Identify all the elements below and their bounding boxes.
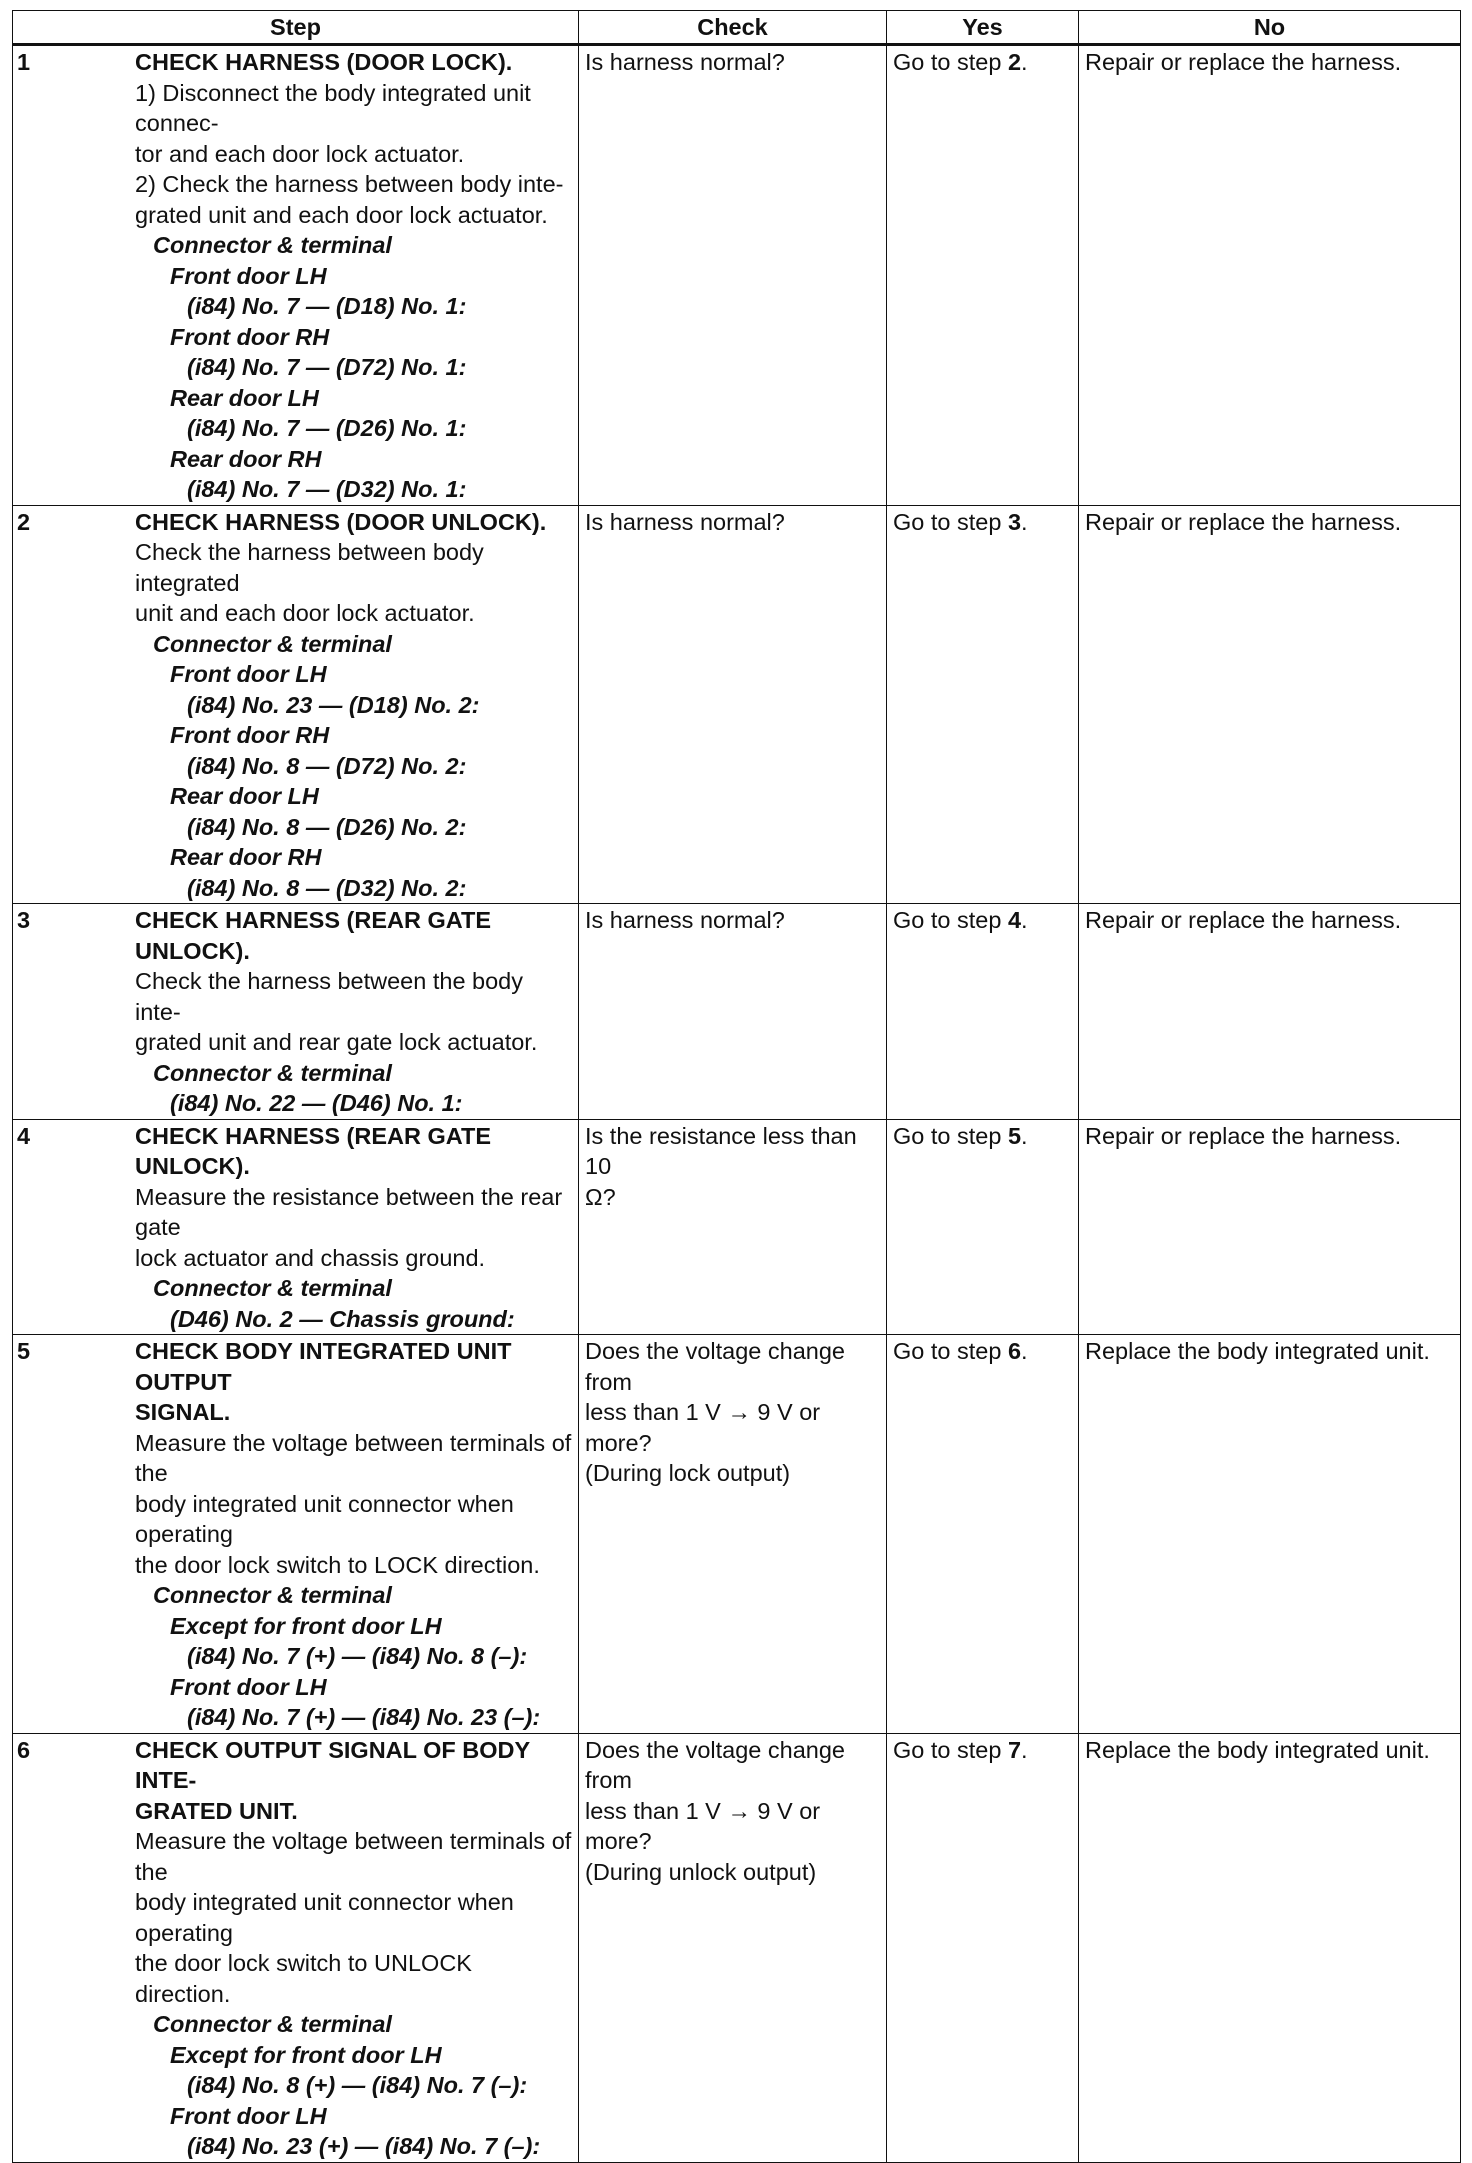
no-cell: Repair or replace the harness. xyxy=(1079,45,1461,506)
location-label: Front door LH xyxy=(170,262,327,289)
step-text-line: the door lock switch to LOCK direction. xyxy=(135,1551,540,1578)
yes-step-number: 7 xyxy=(1007,1736,1022,1763)
no-cell: Repair or replace the harness. xyxy=(1079,904,1461,1120)
step-text-line: body integrated unit connector when operating xyxy=(135,1490,514,1547)
step-title: GRATED UNIT. xyxy=(135,1797,298,1824)
location-label: Front door LH xyxy=(170,661,327,687)
step-cell xyxy=(13,1733,579,2162)
step-title: CHECK HARNESS (DOOR LOCK). xyxy=(135,49,513,75)
yes-prefix: Go to step xyxy=(893,907,1008,933)
step-text-line: body integrated unit connector when operating xyxy=(135,1889,514,1946)
location-label: Rear door LH xyxy=(170,783,319,809)
table-row xyxy=(13,904,1461,1120)
header-check: Check xyxy=(579,11,887,45)
step-number: 4 xyxy=(17,1122,31,1149)
check-line: (During lock output) xyxy=(585,1460,791,1486)
step-text-line: grated unit and each door lock actuator. xyxy=(135,201,548,228)
yes-cell xyxy=(887,45,1079,506)
step-number: 6 xyxy=(17,1736,31,1763)
terminal-spec: (i84) No. 7 — (D32) No. 1: xyxy=(187,476,467,502)
table-row xyxy=(13,1335,1461,1734)
step-title: CHECK HARNESS (DOOR UNLOCK). xyxy=(135,508,547,535)
step-number: 2 xyxy=(17,508,31,535)
yes-prefix: Go to step xyxy=(893,1736,1008,1763)
yes-step-number: 3 xyxy=(1007,508,1022,535)
terminal-spec: (i84) No. 7 — (D26) No. 1: xyxy=(187,415,467,441)
header-yes: Yes xyxy=(887,11,1079,45)
yes-prefix: Go to step xyxy=(893,508,1008,535)
step-text-line: lock actuator and chassis ground. xyxy=(135,1244,486,1271)
location-label: Rear door RH xyxy=(170,445,322,472)
terminal-spec: (i84) No. 7 (+) — (i84) No. 8 (–): xyxy=(187,1643,528,1669)
check-line: Does the voltage change from xyxy=(585,1736,845,1793)
yes-suffix: . xyxy=(1021,1122,1028,1149)
header-no: No xyxy=(1079,11,1461,45)
step-text-line: 1) Disconnect the body integrated unit connec- xyxy=(135,79,531,136)
check-cell xyxy=(579,1119,887,1335)
check-cell xyxy=(579,1733,887,2162)
location-label: Front door LH xyxy=(170,2102,327,2129)
connector-heading: Connector & terminal xyxy=(153,630,392,657)
check-line: Does the voltage change from xyxy=(585,1338,845,1395)
step-text-line: Measure the voltage between terminals of the xyxy=(135,1429,572,1486)
terminal-spec: (i84) No. 8 — (D26) No. 2: xyxy=(187,813,467,840)
terminal-spec: (i84) No. 8 — (D32) No. 2: xyxy=(187,874,467,901)
yes-suffix: . xyxy=(1021,1338,1028,1364)
step-text-line: tor and each door lock actuator. xyxy=(135,140,465,167)
diagnostic-procedure-table xyxy=(12,10,1461,2163)
yes-suffix: . xyxy=(1021,1736,1028,1763)
location-label: Rear door RH xyxy=(170,844,322,870)
no-cell: Replace the body integrated unit. xyxy=(1079,1335,1461,1734)
yes-suffix: . xyxy=(1021,508,1028,535)
check-line: (During unlock output) xyxy=(585,1858,817,1885)
yes-prefix: Go to step xyxy=(893,49,1008,75)
yes-step-number: 5 xyxy=(1007,1122,1022,1149)
step-cell xyxy=(13,1119,579,1335)
table-row xyxy=(13,505,1461,904)
check-line: less than 1 V → 9 V or more? xyxy=(585,1399,821,1456)
location-label: Front door LH xyxy=(170,1673,327,1700)
step-title: CHECK BODY INTEGRATED UNIT OUTPUT xyxy=(135,1338,512,1395)
yes-step-number: 4 xyxy=(1007,907,1022,933)
connector-heading: Connector & terminal xyxy=(153,2011,392,2037)
yes-prefix: Go to step xyxy=(893,1122,1008,1149)
step-cell xyxy=(13,904,579,1120)
terminal-spec: (i84) No. 23 — (D18) No. 2: xyxy=(187,691,480,718)
connector-heading: Connector & terminal xyxy=(153,1275,392,1301)
yes-suffix: . xyxy=(1021,49,1028,75)
yes-step-number: 6 xyxy=(1007,1338,1022,1364)
location-label: Rear door LH xyxy=(170,384,319,411)
step-number: 5 xyxy=(17,1338,31,1364)
terminal-spec: (i84) No. 8 — (D72) No. 2: xyxy=(187,752,467,779)
connector-heading: Connector & terminal xyxy=(153,1059,392,1086)
check-cell: Is harness normal? xyxy=(579,45,887,506)
table-header xyxy=(13,11,1461,45)
terminal-spec: (i84) No. 22 — (D46) No. 1: xyxy=(170,1090,463,1116)
no-cell: Repair or replace the harness. xyxy=(1079,505,1461,904)
terminal-spec: (i84) No. 8 (+) — (i84) No. 7 (–): xyxy=(187,2072,528,2098)
location-label: Except for front door LH xyxy=(170,2041,442,2068)
step-text-line: the door lock switch to UNLOCK direction. xyxy=(135,1950,472,2007)
terminal-spec: (i84) No. 7 — (D18) No. 1: xyxy=(187,293,467,319)
location-label: Front door RH xyxy=(170,722,330,748)
table-row xyxy=(13,1733,1461,2162)
check-cell: Is harness normal? xyxy=(579,904,887,1120)
connector-heading: Connector & terminal xyxy=(153,232,392,258)
step-title: CHECK OUTPUT SIGNAL OF BODY INTE- xyxy=(135,1736,530,1793)
no-cell: Repair or replace the harness. xyxy=(1079,1119,1461,1335)
step-cell xyxy=(13,45,579,506)
yes-suffix: . xyxy=(1021,907,1028,933)
yes-cell xyxy=(887,904,1079,1120)
step-text-line: Check the harness between body integrated xyxy=(135,539,484,596)
step-title: CHECK HARNESS (REAR GATE UNLOCK). xyxy=(135,907,491,964)
check-cell: Is harness normal? xyxy=(579,505,887,904)
step-number: 1 xyxy=(17,49,31,75)
yes-prefix: Go to step xyxy=(893,1338,1008,1364)
table-row xyxy=(13,1119,1461,1335)
location-label: Front door RH xyxy=(170,323,330,350)
yes-cell xyxy=(887,1119,1079,1335)
step-title: CHECK HARNESS (REAR GATE UNLOCK). xyxy=(135,1122,491,1179)
step-text-line: 2) Check the harness between body inte- xyxy=(135,171,564,197)
yes-cell xyxy=(887,1335,1079,1734)
no-cell: Replace the body integrated unit. xyxy=(1079,1733,1461,2162)
check-cell xyxy=(579,1335,887,1734)
step-text-line: Measure the voltage between terminals of the xyxy=(135,1828,572,1885)
location-label: Except for front door LH xyxy=(170,1612,442,1639)
step-text-line: Measure the resistance between the rear gate xyxy=(135,1183,563,1240)
yes-cell xyxy=(887,1733,1079,2162)
header-step: Step xyxy=(13,11,579,45)
yes-cell xyxy=(887,505,1079,904)
step-text-line: unit and each door lock actuator. xyxy=(135,600,475,626)
step-cell xyxy=(13,1335,579,1734)
connector-heading: Connector & terminal xyxy=(153,1582,392,1608)
check-line: Is the resistance less than 10 xyxy=(585,1122,857,1179)
check-line: less than 1 V → 9 V or more? xyxy=(585,1797,821,1854)
step-text-line: Check the harness between the body inte- xyxy=(135,968,524,1025)
step-text-line: grated unit and rear gate lock actuator. xyxy=(135,1029,538,1055)
step-number: 3 xyxy=(17,907,31,933)
terminal-spec: (i84) No. 23 (+) — (i84) No. 7 (–): xyxy=(187,2133,541,2159)
check-line: Ω? xyxy=(585,1183,616,1210)
step-title: SIGNAL. xyxy=(135,1399,231,1425)
terminal-spec: (D46) No. 2 — Chassis ground: xyxy=(170,1305,515,1332)
table-row xyxy=(13,45,1461,506)
step-cell xyxy=(13,505,579,904)
terminal-spec: (i84) No. 7 — (D72) No. 1: xyxy=(187,354,467,380)
terminal-spec: (i84) No. 7 (+) — (i84) No. 23 (–): xyxy=(187,1704,541,1730)
yes-step-number: 2 xyxy=(1007,49,1022,75)
